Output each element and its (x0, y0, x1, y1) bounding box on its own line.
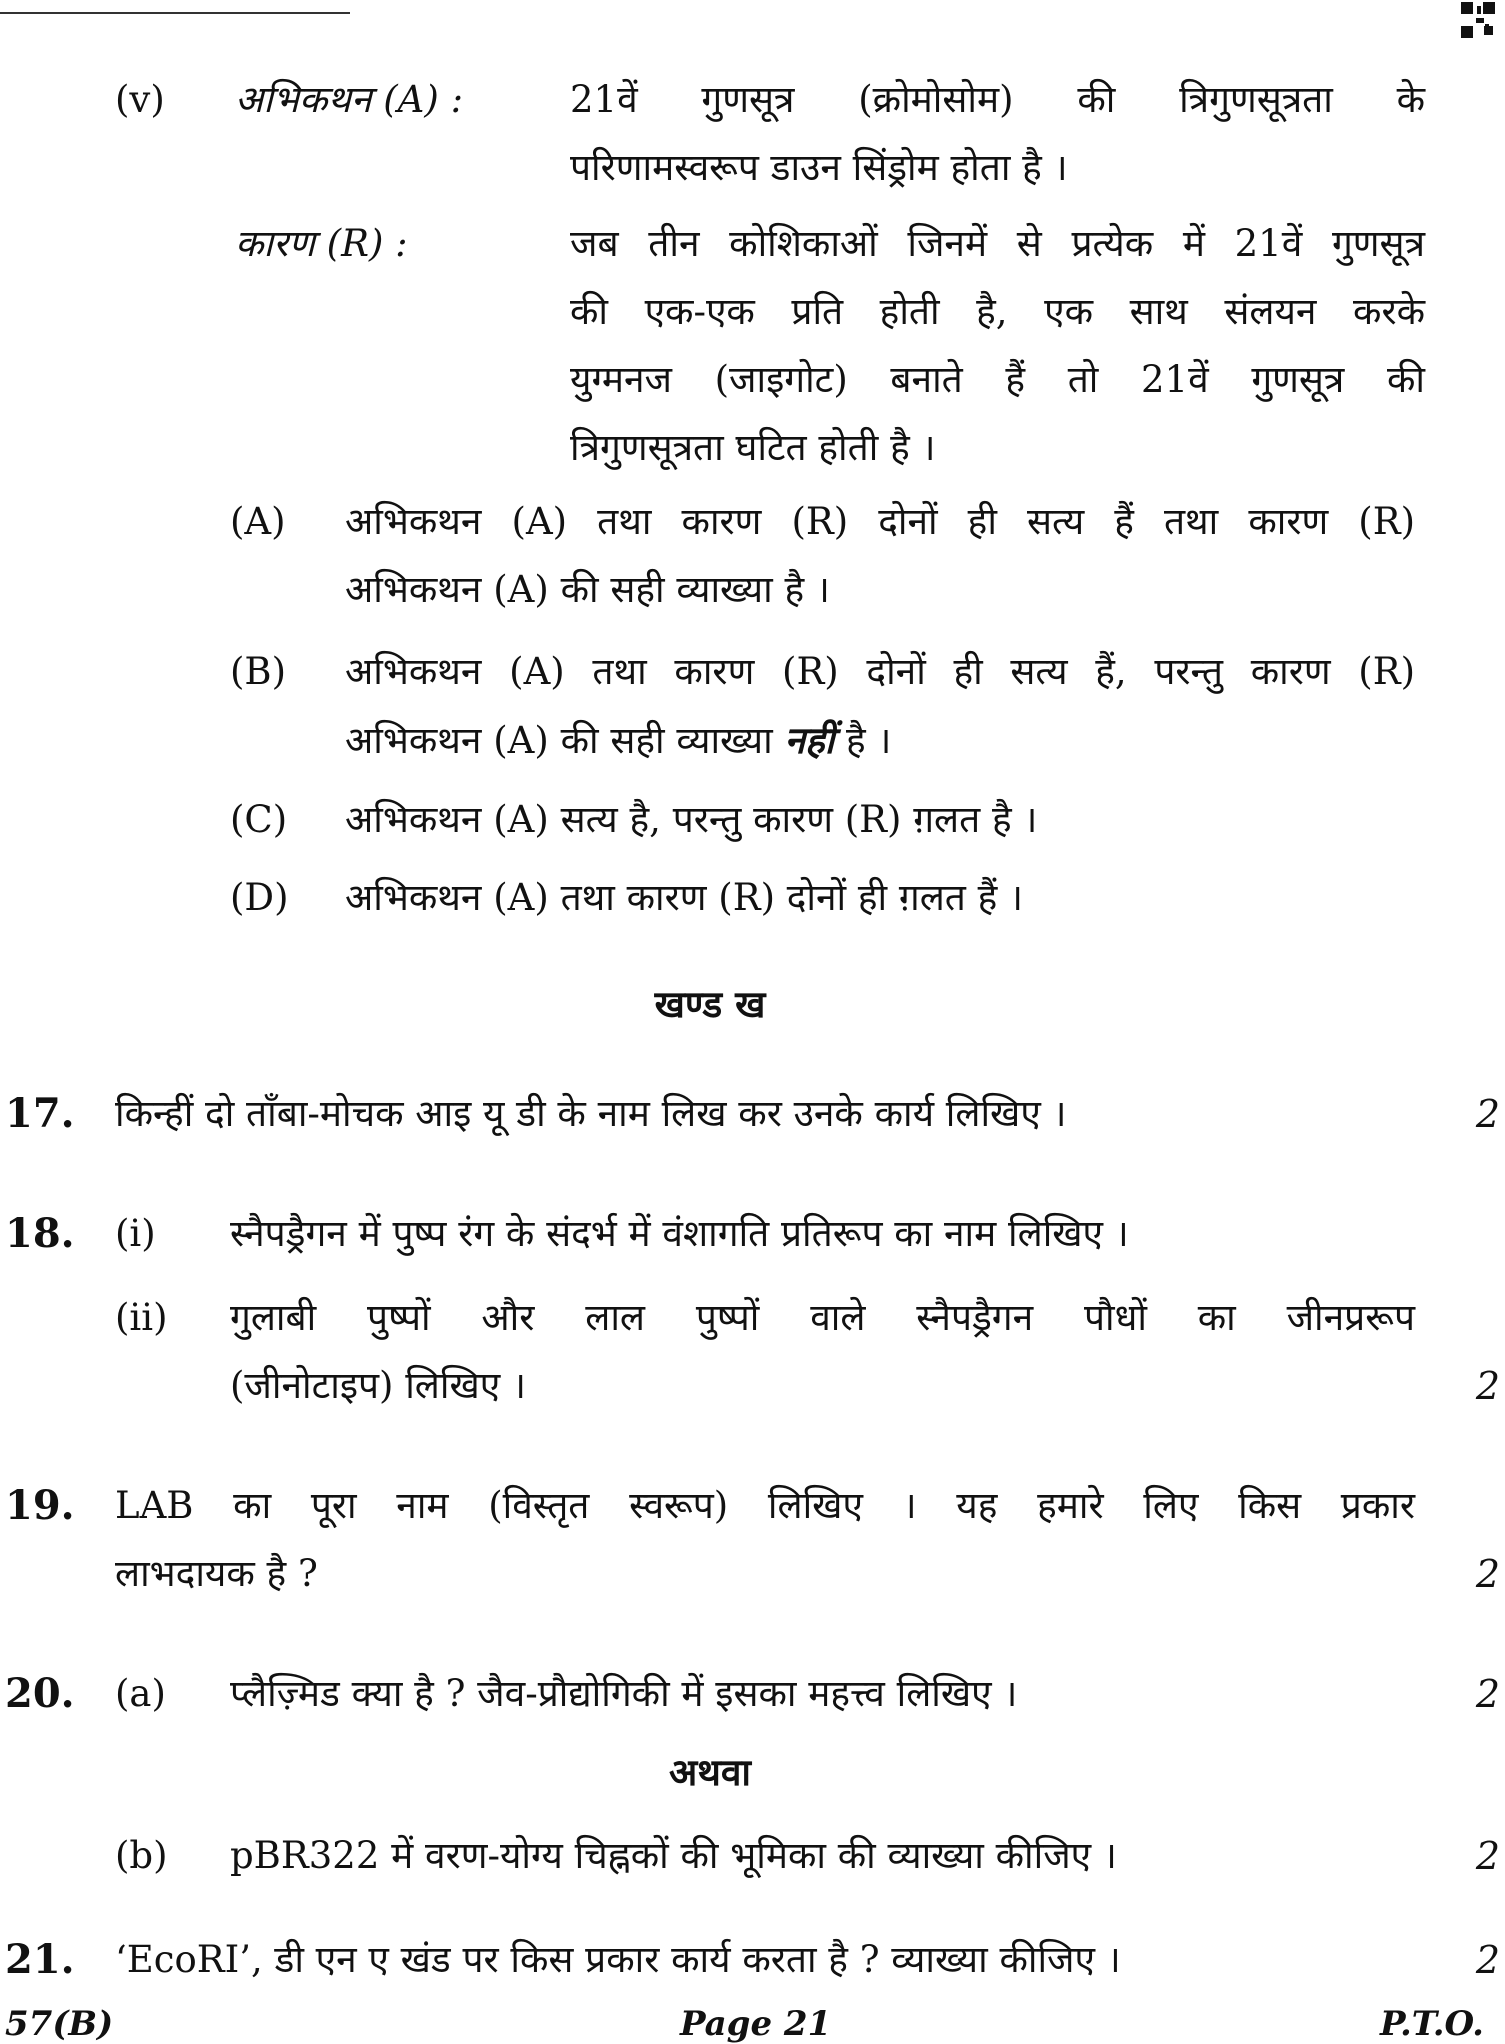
q16v-label: (v) (115, 78, 165, 121)
option-c-line-1: अभिकथन (A) सत्य है, परन्तु कारण (R) ग़लत है । (345, 798, 1038, 841)
q17-text: किन्हीं दो ताँबा-मोचक आइ यू डी के नाम लिख कर उनके कार्य लिखिए । (115, 1092, 1067, 1135)
q18-i-text: स्नैपड्रैगन में पुष्प रंग के संदर्भ में वंशागति प्रतिरूप का नाम लिखिए । (230, 1212, 1129, 1255)
option-b-line-2-post: है । (846, 719, 892, 762)
qr-code-icon (1461, 2, 1495, 38)
q21-marks: 2 (1475, 1938, 1500, 1982)
q18-ii-line-2: (जीनोटाइप) लिखिए । (230, 1364, 526, 1407)
q20-b-marks: 2 (1475, 1834, 1500, 1878)
option-a-label: (A) (230, 500, 286, 543)
q19-line-1: LAB का पूरा नाम (विस्तृत स्वरूप) लिखिए । यह हमारे लिए किस प्रकार (115, 1484, 1415, 1527)
assertion-line-2: परिणामस्वरूप डाउन सिंड्रोम होता है । (570, 146, 1068, 189)
q20-a-marks: 2 (1475, 1672, 1500, 1716)
q18-ii-label: (ii) (115, 1296, 168, 1339)
reason-line-4: त्रिगुणसूत्रता घटित होती है । (570, 426, 936, 469)
footer-pto: P.T.O. (1380, 2004, 1484, 2044)
reason-line-2: की एक-एक प्रति होती है, एक साथ संलयन करके (570, 290, 1425, 333)
top-rule (0, 12, 350, 14)
or-heading: अथवा (668, 1750, 752, 1794)
q20-b-text: pBR322 में वरण-योग्य चिह्नकों की भूमिका की व्याख्या कीजिए । (230, 1834, 1117, 1877)
option-b-emphasis: नहीं (784, 718, 835, 762)
q18-number: 18. (5, 1210, 75, 1257)
footer-page: Page 21 (680, 2004, 832, 2044)
q20-number: 20. (5, 1670, 75, 1717)
q18-ii-line-1: गुलाबी पुष्पों और लाल पुष्पों वाले स्नैपड्रैगन पौधों का जीनप्ररूप (230, 1296, 1415, 1339)
reason-label: कारण (R) : (235, 222, 408, 265)
reason-line-3: युग्मनज (जाइगोट) बनाते हैं तो 21वें गुणसूत्र की (570, 358, 1425, 401)
assertion-line-1: 21वें गुणसूत्र (क्रोमोसोम) की त्रिगुणसूत्रता के (570, 78, 1425, 121)
option-a-line-2: अभिकथन (A) की सही व्याख्या है । (345, 568, 830, 611)
q21-text: ‘EcoRI’, डी एन ए खंड पर किस प्रकार कार्य करता है ? व्याख्या कीजिए । (115, 1938, 1121, 1981)
option-c-label: (C) (230, 798, 288, 841)
reason-line-1: जब तीन कोशिकाओं जिनमें से प्रत्येक में 21वें गुणसूत्र (570, 222, 1425, 265)
option-b-line-2 (345, 706, 891, 775)
q18-i-label: (i) (115, 1212, 156, 1255)
option-b-line-1: अभिकथन (A) तथा कारण (R) दोनों ही सत्य हैं, परन्तु कारण (R) (345, 650, 1415, 693)
q20-a-text: प्लैज़्मिड क्या है ? जैव-प्रौद्योगिकी में इसका महत्त्व लिखिए । (230, 1672, 1018, 1715)
section-title: खण्ड ख (654, 982, 766, 1026)
q17-marks: 2 (1475, 1092, 1500, 1136)
option-a-line-1: अभिकथन (A) तथा कारण (R) दोनों ही सत्य हैं तथा कारण (R) (345, 500, 1415, 543)
q21-number: 21. (5, 1936, 75, 1983)
q18-marks: 2 (1475, 1364, 1500, 1408)
q20-b-label: (b) (115, 1834, 168, 1877)
q17-number: 17. (5, 1090, 75, 1137)
assertion-label: अभिकथन (A) : (235, 78, 464, 121)
option-b-line-2-pre: अभिकथन (A) की सही व्याख्या (345, 719, 773, 762)
q20-a-label: (a) (115, 1672, 166, 1715)
q19-line-2: लाभदायक है ? (115, 1552, 318, 1595)
q19-number: 19. (5, 1482, 75, 1529)
q19-marks: 2 (1475, 1552, 1500, 1596)
footer-code: 57(B) (5, 2004, 114, 2044)
option-b-label: (B) (230, 650, 287, 693)
option-d-label: (D) (230, 876, 289, 919)
option-d-line-1: अभिकथन (A) तथा कारण (R) दोनों ही ग़लत हैं । (345, 876, 1024, 919)
